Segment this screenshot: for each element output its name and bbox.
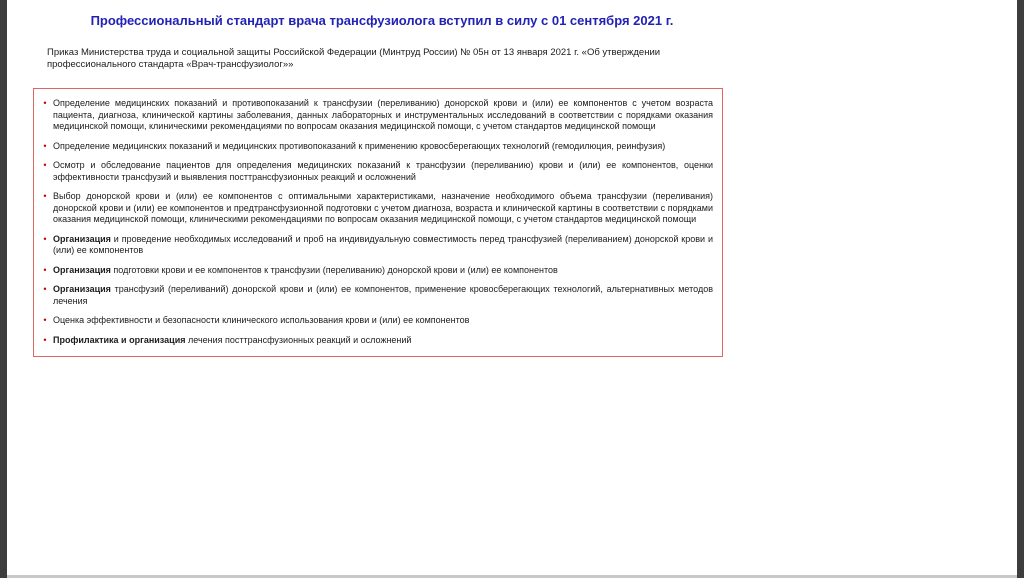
slide-subtitle: Приказ Министерства труда и социальной защиты Российской Федерации (Минтруд России) № 05н от 13 января 2021 г. «Об утверждении профессионального стандарта «Врач-трансфузиолог»» [47, 47, 661, 70]
list-item-rest: Выбор донорской крови и (или) ее компонентов с оптимальными характеристиками, назначение необходимого объема трансфузии (переливания) донорской крови и (или) ее компонентов и предтрансфузионной подготовки с учетом диагноза, возраста и клинической картины в соответствии с порядками оказания медицинской помощи, клиническими рекомендациями по вопросам оказания медицинской помощи, с учетом стандартов медицинской помощи [53, 191, 713, 224]
list-item-rest: Оценка эффективности и безопасности клинического использования крови и (или) ее компонентов [53, 315, 470, 325]
duties-list [37, 98, 715, 346]
left-edge-bar [0, 0, 7, 578]
list-item-rest: и проведение необходимых исследований и проб на индивидуальную совместимость перед трансфузией (переливанием) донорской крови и (или) ее компонентов [53, 233, 713, 255]
list-item-text [53, 234, 715, 257]
list-item-bold: Организация [53, 284, 111, 294]
list-item-bold: Организация [53, 264, 111, 275]
list-item-text [53, 265, 715, 277]
list-item-text [53, 98, 715, 133]
list-item [37, 160, 715, 183]
list-item [37, 191, 715, 226]
list-item [37, 315, 715, 327]
bullet-icon: • [43, 334, 47, 345]
list-item-text [53, 335, 715, 347]
list-item-rest: лечения посттрансфузионных реакций и осложнений [185, 334, 412, 345]
bullet-icon: • [43, 191, 47, 201]
slide-title: Профессиональный стандарт врача трансфузиолога вступил в силу с 01 сентября 2021 г. [90, 13, 674, 28]
bullet-icon: • [43, 98, 47, 108]
list-item [37, 141, 715, 153]
list-item [37, 335, 715, 347]
list-item-text [53, 284, 715, 307]
list-item-text [53, 191, 715, 226]
list-item-rest: Определение медицинских показаний и медицинских противопоказаний к применению кровосберегающих технологий (гемодилюция, реинфузия) [53, 140, 666, 151]
bullet-icon: • [43, 284, 47, 294]
list-item [37, 98, 715, 133]
list-item-rest: Определение медицинских показаний и противопоказаний к трансфузии (переливанию) донорской крови и (или) ее компонентов с учетом возраста пациента, диагноза, клинической картины заболевания, данных лабораторных и инструментальных исследований в соответствии с порядками оказания медицинской помощи, клиническими рекомендациями по вопросам оказания медицинской помощи, с учетом стандартов медицинской помощи [53, 98, 713, 131]
bullet-icon: • [43, 233, 47, 244]
list-item-rest: подготовки крови и ее компонентов к трансфузии (переливанию) донорской крови и (или) ее компонентов [110, 264, 558, 275]
bullet-icon: • [43, 160, 47, 170]
list-item-bold: Профилактика и организация [53, 334, 186, 345]
list-item-rest: трансфузий (переливаний) донорской крови и (или) ее компонентов, применение кровосберегающих технологий, альтернативных методов лечения [53, 284, 713, 306]
bullet-icon: • [43, 315, 47, 325]
list-item-text [53, 315, 715, 327]
right-edge-bar [1017, 0, 1024, 578]
list-item-bold: Организация [53, 233, 111, 244]
bullet-icon: • [43, 264, 47, 275]
list-item-text [53, 141, 715, 153]
list-item [37, 265, 715, 277]
bullet-icon: • [43, 140, 47, 151]
slide-canvas [7, 0, 757, 578]
duties-box [33, 88, 723, 357]
list-item [37, 234, 715, 257]
list-item-rest: Осмотр и обследование пациентов для определения медицинских показаний к трансфузии (переливанию) крови и (или) ее компонентов, оценки эффективности трансфузий и выявления посттрансфузионных реакций и осложнений [53, 160, 713, 182]
list-item-text [53, 160, 715, 183]
list-item [37, 284, 715, 307]
